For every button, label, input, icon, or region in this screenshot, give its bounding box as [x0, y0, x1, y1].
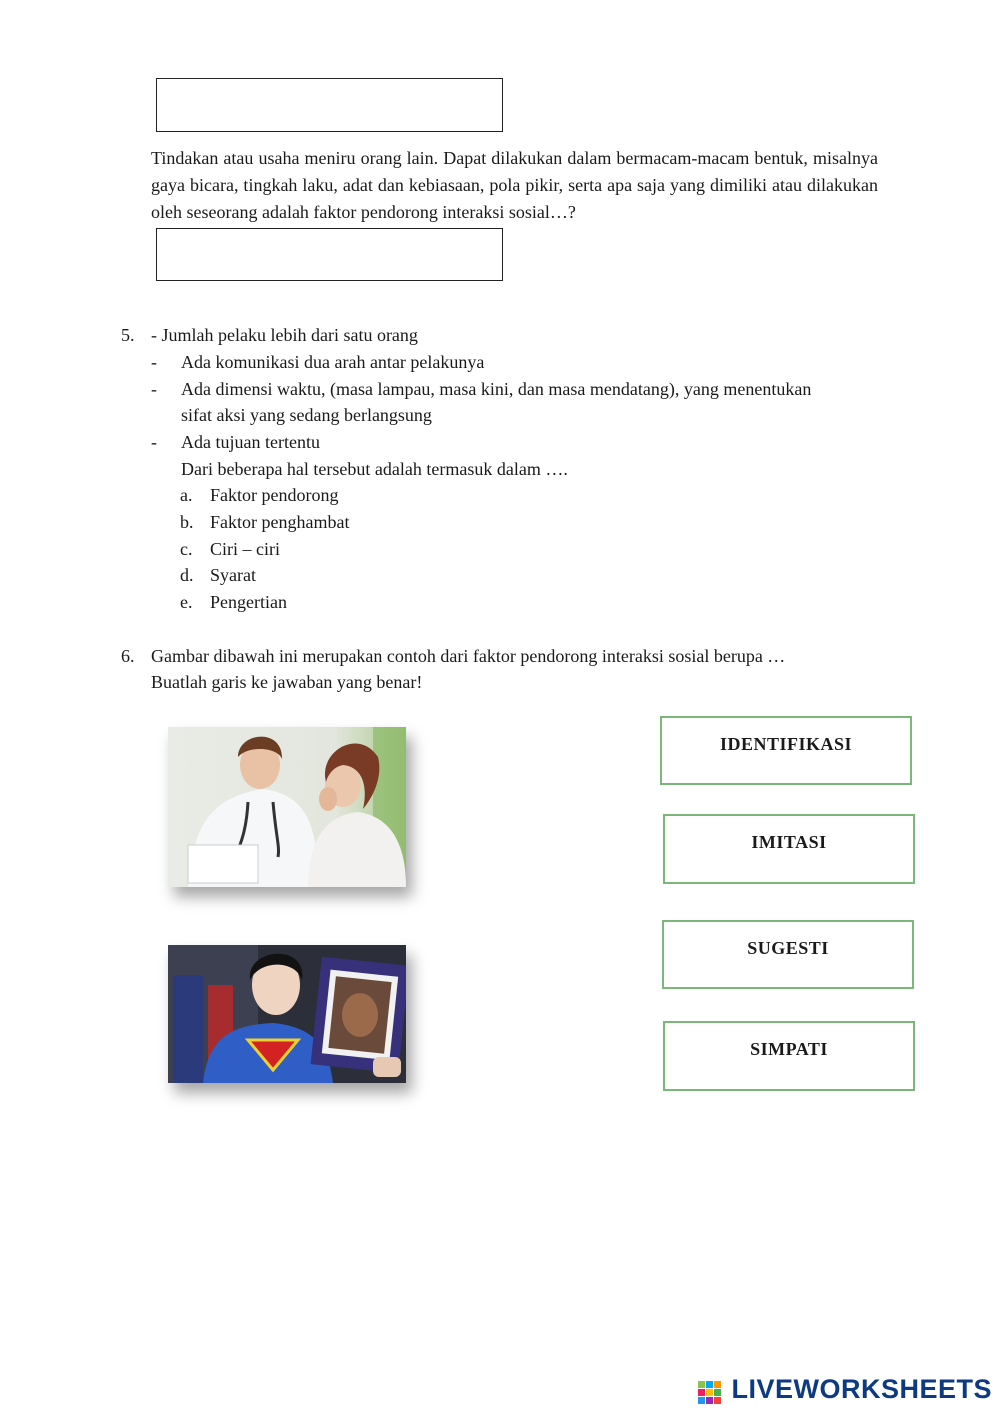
match-choice-identifikasi[interactable]: IDENTIFIKASI — [660, 716, 912, 785]
option-c-letter: c. — [180, 539, 193, 559]
liveworksheets-brand[interactable]: LIVEWORKSHEETS — [731, 1374, 992, 1404]
answer-input-box-2[interactable] — [156, 228, 503, 281]
option-b-text[interactable]: Faktor penghambat — [210, 512, 350, 532]
question-4-text: Tindakan atau usaha meniru orang lain. Dapat dilakukan dalam bermacam-macam bentuk, misalnya gaya bicara, tingkah laku, adat dan kebiasaan, pola pikir, serta apa saja yang dimiliki atau dilakukan oleh seseorang adalah faktor pendorong interaksi sosial…? — [151, 148, 878, 222]
option-a-letter: a. — [180, 485, 193, 505]
photo-superman-fan[interactable] — [168, 945, 406, 1083]
option-c-text[interactable]: Ciri – ciri — [210, 539, 280, 559]
option-a-text[interactable]: Faktor pendorong — [210, 485, 339, 505]
question-6-line-1: Gambar dibawah ini merupakan contoh dari faktor pendorong interaksi sosial berupa … — [151, 646, 786, 666]
match-choice-sugesti[interactable]: SUGESTI — [662, 920, 914, 989]
bullet-continuation: sifat aksi yang sedang berlangsung — [181, 405, 432, 425]
question-6-number: 6. — [121, 646, 135, 666]
match-choice-simpati[interactable]: SIMPATI — [663, 1021, 915, 1091]
question-5-prompt: Dari beberapa hal tersebut adalah termasuk dalam …. — [181, 459, 568, 479]
bullet-dash: - — [151, 352, 157, 372]
bullet-text: Ada komunikasi dua arah antar pelakunya — [181, 352, 485, 372]
match-choice-imitasi[interactable]: IMITASI — [663, 814, 915, 884]
answer-input-box-1[interactable] — [156, 78, 503, 132]
bullet-dash: - — [151, 432, 157, 452]
option-d-letter: d. — [180, 565, 194, 585]
bullet-text: Ada dimensi waktu, (masa lampau, masa kini, dan masa mendatang), yang menentukan — [181, 379, 812, 399]
photo-doctor-patient[interactable] — [168, 727, 406, 887]
liveworksheets-logo-icon — [698, 1381, 722, 1405]
option-e-letter: e. — [180, 592, 193, 612]
option-d-text[interactable]: Syarat — [210, 565, 256, 585]
question-5-first-line: - Jumlah pelaku lebih dari satu orang — [151, 325, 418, 345]
option-b-letter: b. — [180, 512, 194, 532]
question-6-line-2: Buatlah garis ke jawaban yang benar! — [151, 672, 423, 692]
question-5-number: 5. — [121, 325, 135, 345]
bullet-dash: - — [151, 379, 157, 399]
bullet-text: Ada tujuan tertentu — [181, 432, 320, 452]
option-e-text[interactable]: Pengertian — [210, 592, 287, 612]
